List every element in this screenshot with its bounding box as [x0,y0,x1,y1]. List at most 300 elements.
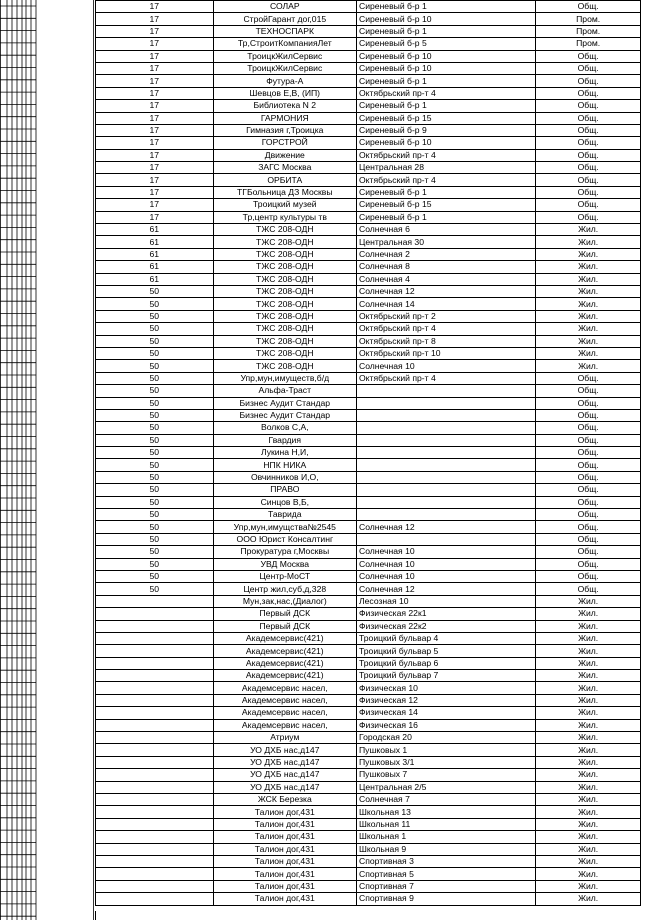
row-organization-cell: СтройГарант дог,015 [213,13,356,25]
row-code-cell: 50 [96,310,214,322]
row-organization-cell: ТЖС 208-ОДН [213,335,356,347]
row-type-cell: Жил. [536,670,641,682]
row-type-cell: Жил. [536,632,641,644]
row-code-cell [96,893,214,905]
row-type-cell: Общ. [536,533,641,545]
row-type-cell: Общ. [536,112,641,124]
row-type-cell: Общ. [536,199,641,211]
table-row [96,409,641,421]
table-row [96,186,641,198]
row-code-cell: 17 [96,137,214,149]
table-row [96,13,641,25]
row-type-cell: Общ. [536,100,641,112]
table-row [96,248,641,260]
row-code-cell [96,645,214,657]
row-type-cell: Общ. [536,50,641,62]
row-address-cell: Солнечная 10 [357,558,536,570]
row-organization-cell: ЗАГС Москва [213,162,356,174]
row-organization-cell: ТроицкЖилСервис [213,50,356,62]
row-code-cell: 50 [96,546,214,558]
table-row [96,459,641,471]
row-organization-cell: ОРБИТА [213,174,356,186]
row-address-cell: Солнечная 12 [357,583,536,595]
row-organization-cell: Лукина Н,И, [213,447,356,459]
row-code-cell [96,719,214,731]
row-code-cell: 50 [96,533,214,545]
row-code-cell: 17 [96,112,214,124]
row-address-cell: Пушковых 3/1 [357,756,536,768]
row-address-cell: Октябрьский пр-т 10 [357,347,536,359]
row-code-cell: 50 [96,323,214,335]
row-organization-cell: Центр жил,суб,д,328 [213,583,356,595]
row-address-cell [357,409,536,421]
row-type-cell: Жил. [536,236,641,248]
table-row [96,385,641,397]
row-address-cell: Пушковых 7 [357,769,536,781]
row-address-cell: Октябрьский пр-т 4 [357,87,536,99]
row-code-cell [96,855,214,867]
row-type-cell: Жил. [536,298,641,310]
row-code-cell [96,794,214,806]
table-row [96,124,641,136]
table-row [96,310,641,322]
table-row [96,719,641,731]
row-address-cell: Сиреневый б-р 1 [357,75,536,87]
row-address-cell: Сиреневый б-р 10 [357,137,536,149]
row-address-cell [357,434,536,446]
row-code-cell: 50 [96,347,214,359]
row-type-cell: Жил. [536,794,641,806]
table-row [96,682,641,694]
row-address-cell: Троицкий бульвар 7 [357,670,536,682]
row-address-cell: Физическая 10 [357,682,536,694]
row-organization-cell: УО ДХБ нас,д147 [213,781,356,793]
row-code-cell: 17 [96,199,214,211]
row-organization-cell: Библиотека N 2 [213,100,356,112]
table-row [96,645,641,657]
row-code-cell: 17 [96,211,214,223]
row-type-cell: Жил. [536,595,641,607]
row-organization-cell: УО ДХБ нас,д147 [213,769,356,781]
row-address-cell: Солнечная 4 [357,273,536,285]
row-type-cell: Общ. [536,434,641,446]
row-code-cell [96,620,214,632]
row-organization-cell: УО ДХБ нас,д147 [213,756,356,768]
row-organization-cell: Центр-МоСТ [213,570,356,582]
row-address-cell: Сиреневый б-р 15 [357,199,536,211]
row-address-cell: Физическая 16 [357,719,536,731]
row-organization-cell: Альфа-Траст [213,385,356,397]
row-address-cell: Сиреневый б-р 15 [357,112,536,124]
row-code-cell: 50 [96,409,214,421]
row-code-cell: 17 [96,62,214,74]
row-organization-cell: ТЕХНОСПАРК [213,25,356,37]
row-organization-cell: ТГБольница ДЗ Москвы [213,186,356,198]
row-organization-cell: Тр,центр культуры тв [213,211,356,223]
row-address-cell [357,422,536,434]
row-code-cell: 50 [96,496,214,508]
row-code-cell: 17 [96,100,214,112]
row-address-cell [357,496,536,508]
row-type-cell: Жил. [536,248,641,260]
row-code-cell: 50 [96,397,214,409]
row-code-cell: 17 [96,162,214,174]
row-address-cell: Физическая 12 [357,694,536,706]
table-row [96,806,641,818]
row-type-cell: Жил. [536,310,641,322]
table-row [96,546,641,558]
row-code-cell: 17 [96,50,214,62]
row-type-cell: Общ. [536,471,641,483]
table-row [96,533,641,545]
table-row [96,100,641,112]
row-type-cell: Жил. [536,719,641,731]
row-address-cell: Солнечная 10 [357,570,536,582]
row-organization-cell: НПК НИКА [213,459,356,471]
row-address-cell: Сиреневый б-р 9 [357,124,536,136]
row-type-cell: Общ. [536,459,641,471]
row-address-cell: Городская 20 [357,732,536,744]
row-address-cell: Спортивная 7 [357,880,536,892]
row-type-cell: Общ. [536,409,641,421]
row-type-cell: Жил. [536,806,641,818]
row-type-cell: Жил. [536,831,641,843]
row-address-cell [357,459,536,471]
row-code-cell: 50 [96,583,214,595]
row-address-cell: Октябрьский пр-т 4 [357,174,536,186]
row-organization-cell: Талион дог,431 [213,868,356,880]
row-type-cell: Жил. [536,224,641,236]
row-type-cell: Общ. [536,509,641,521]
table-row [96,112,641,124]
row-code-cell: 50 [96,509,214,521]
row-organization-cell: Гвардия [213,434,356,446]
row-type-cell: Общ. [536,385,641,397]
row-organization-cell: ТЖС 208-ОДН [213,298,356,310]
row-code-cell: 50 [96,447,214,459]
row-type-cell: Жил. [536,855,641,867]
table-row [96,174,641,186]
bottom-divider [95,911,96,920]
row-address-cell: Центральная 30 [357,236,536,248]
row-address-cell: Солнечная 10 [357,546,536,558]
row-organization-cell: Первый ДСК [213,608,356,620]
row-type-cell: Общ. [536,447,641,459]
table-row [96,38,641,50]
table-row [96,75,641,87]
row-type-cell: Жил. [536,285,641,297]
row-type-cell: Общ. [536,62,641,74]
row-type-cell: Общ. [536,521,641,533]
row-code-cell [96,806,214,818]
row-address-cell: Физическая 22к2 [357,620,536,632]
row-address-cell: Школьная 9 [357,843,536,855]
row-type-cell: Общ. [536,546,641,558]
row-organization-cell: Первый ДСК [213,620,356,632]
row-organization-cell: СОЛАР [213,1,356,13]
table-row [96,496,641,508]
row-code-cell [96,880,214,892]
row-organization-cell: Талион дог,431 [213,818,356,830]
row-address-cell: Сиреневый б-р 10 [357,50,536,62]
table-row [96,484,641,496]
row-organization-cell: Движение [213,149,356,161]
row-code-cell: 50 [96,285,214,297]
row-code-cell: 50 [96,298,214,310]
row-type-cell: Жил. [536,608,641,620]
table-row [96,620,641,632]
row-type-cell: Жил. [536,893,641,905]
row-organization-cell: Бизнес Аудит Стандар [213,409,356,421]
row-organization-cell: Таврида [213,509,356,521]
row-organization-cell: Овчинников И,О, [213,471,356,483]
row-address-cell: Солнечная 8 [357,261,536,273]
row-code-cell: 61 [96,224,214,236]
row-address-cell: Троицкий бульвар 6 [357,657,536,669]
row-type-cell: Общ. [536,397,641,409]
row-address-cell: Школьная 11 [357,818,536,830]
row-code-cell [96,756,214,768]
row-address-cell [357,509,536,521]
row-code-cell: 50 [96,422,214,434]
table-row [96,732,641,744]
row-type-cell: Жил. [536,818,641,830]
row-type-cell: Общ. [536,162,641,174]
row-organization-cell: Талион дог,431 [213,880,356,892]
table-row [96,781,641,793]
row-code-cell [96,831,214,843]
row-type-cell: Жил. [536,682,641,694]
row-organization-cell: ТЖС 208-ОДН [213,248,356,260]
row-address-cell: Солнечная 2 [357,248,536,260]
table-row [96,261,641,273]
table-row [96,323,641,335]
left-margin-grid [0,0,94,920]
table-row [96,397,641,409]
row-organization-cell: Троицкий музей [213,199,356,211]
row-code-cell: 50 [96,335,214,347]
row-code-cell: 17 [96,75,214,87]
row-address-cell: Солнечная 12 [357,521,536,533]
row-code-cell [96,781,214,793]
row-address-cell [357,471,536,483]
row-code-cell [96,707,214,719]
row-type-cell: Общ. [536,372,641,384]
row-address-cell: Сиреневый б-р 1 [357,186,536,198]
row-code-cell: 17 [96,13,214,25]
row-code-cell [96,632,214,644]
row-code-cell [96,670,214,682]
table-row [96,87,641,99]
row-type-cell: Пром. [536,38,641,50]
table-row [96,211,641,223]
row-organization-cell: ТЖС 208-ОДН [213,285,356,297]
table-row [96,149,641,161]
row-type-cell: Общ. [536,484,641,496]
row-address-cell: Сиреневый б-р 1 [357,25,536,37]
table-row [96,224,641,236]
row-type-cell: Жил. [536,756,641,768]
row-address-cell: Пушковых 1 [357,744,536,756]
row-code-cell [96,843,214,855]
table-row [96,608,641,620]
table-row [96,236,641,248]
row-address-cell: Солнечная 6 [357,224,536,236]
row-code-cell: 50 [96,434,214,446]
row-organization-cell: ТЖС 208-ОДН [213,310,356,322]
row-address-cell: Школьная 13 [357,806,536,818]
row-type-cell: Общ. [536,149,641,161]
row-code-cell: 50 [96,360,214,372]
row-address-cell: Октябрьский пр-т 2 [357,310,536,322]
row-code-cell [96,769,214,781]
row-type-cell: Жил. [536,769,641,781]
row-type-cell: Общ. [536,422,641,434]
row-type-cell: Общ. [536,1,641,13]
row-type-cell: Жил. [536,880,641,892]
table-row [96,422,641,434]
row-type-cell: Общ. [536,137,641,149]
row-organization-cell: Упр,мун,имуществ,б/д [213,372,356,384]
row-type-cell: Жил. [536,261,641,273]
row-organization-cell: Синцов В,Б, [213,496,356,508]
row-organization-cell: Академсервис насел, [213,707,356,719]
row-code-cell: 17 [96,124,214,136]
row-code-cell: 17 [96,174,214,186]
row-type-cell: Жил. [536,620,641,632]
row-address-cell: Троицкий бульвар 4 [357,632,536,644]
row-type-cell: Общ. [536,496,641,508]
row-organization-cell: Шевцов Е,В, (ИП) [213,87,356,99]
row-code-cell: 61 [96,248,214,260]
row-organization-cell: Академсервис(421) [213,645,356,657]
row-code-cell: 17 [96,87,214,99]
row-code-cell: 50 [96,385,214,397]
row-code-cell: 50 [96,484,214,496]
row-organization-cell: Талион дог,431 [213,855,356,867]
row-code-cell: 50 [96,372,214,384]
row-type-cell: Жил. [536,868,641,880]
row-type-cell: Жил. [536,707,641,719]
table-row [96,694,641,706]
row-organization-cell: ЖСК Березка [213,794,356,806]
row-address-cell: Солнечная 7 [357,794,536,806]
row-organization-cell: ТроицкЖилСервис [213,62,356,74]
row-organization-cell: ТЖС 208-ОДН [213,323,356,335]
row-organization-cell: ГАРМОНИЯ [213,112,356,124]
row-address-cell: Школьная 1 [357,831,536,843]
table-row [96,756,641,768]
table-row [96,434,641,446]
row-code-cell [96,732,214,744]
row-type-cell: Общ. [536,570,641,582]
row-type-cell: Общ. [536,75,641,87]
row-organization-cell: Талион дог,431 [213,806,356,818]
row-organization-cell: Бизнес Аудит Стандар [213,397,356,409]
table-row [96,583,641,595]
row-code-cell: 50 [96,570,214,582]
row-type-cell: Общ. [536,124,641,136]
row-address-cell: Физическая 14 [357,707,536,719]
row-organization-cell: ТЖС 208-ОДН [213,224,356,236]
row-organization-cell: Тр,СтроитКомпанияЛет [213,38,356,50]
row-type-cell: Жил. [536,694,641,706]
row-organization-cell: Академсервис(421) [213,657,356,669]
row-code-cell [96,868,214,880]
row-code-cell: 61 [96,261,214,273]
table-row [96,372,641,384]
row-address-cell: Троицкий бульвар 5 [357,645,536,657]
row-code-cell [96,818,214,830]
row-address-cell: Октябрьский пр-т 4 [357,323,536,335]
table-row [96,273,641,285]
table-row [96,360,641,372]
table-row [96,1,641,13]
row-type-cell: Жил. [536,347,641,359]
row-address-cell [357,397,536,409]
row-address-cell: Спортивная 3 [357,855,536,867]
row-code-cell [96,608,214,620]
row-organization-cell: Академсервис насел, [213,694,356,706]
table-row [96,818,641,830]
row-code-cell: 50 [96,471,214,483]
row-organization-cell: Талион дог,431 [213,831,356,843]
row-type-cell: Жил. [536,360,641,372]
row-address-cell: Сиреневый б-р 1 [357,100,536,112]
row-address-cell: Октябрьский пр-т 8 [357,335,536,347]
row-address-cell: Физическая 22к1 [357,608,536,620]
table-row [96,347,641,359]
row-organization-cell: ТЖС 208-ОДН [213,360,356,372]
row-address-cell: Октябрьский пр-т 4 [357,372,536,384]
row-code-cell: 17 [96,1,214,13]
row-code-cell: 17 [96,38,214,50]
row-type-cell: Пром. [536,25,641,37]
row-organization-cell: ТЖС 208-ОДН [213,236,356,248]
table-row [96,335,641,347]
table-row [96,162,641,174]
row-organization-cell: ООО Юрист Консалтинг [213,533,356,545]
row-organization-cell: УО ДХБ нас,д147 [213,744,356,756]
table-row [96,868,641,880]
table-row [96,843,641,855]
table-row [96,632,641,644]
row-address-cell: Солнечная 10 [357,360,536,372]
table-row [96,831,641,843]
row-organization-cell: Волков С,А, [213,422,356,434]
data-table [95,0,641,906]
row-organization-cell: Прокуратура г,Москвы [213,546,356,558]
row-type-cell: Жил. [536,657,641,669]
table-row [96,50,641,62]
row-organization-cell: Академсервис насел, [213,682,356,694]
row-address-cell: Сиреневый б-р 1 [357,1,536,13]
table-row [96,62,641,74]
row-code-cell: 17 [96,186,214,198]
row-type-cell: Общ. [536,87,641,99]
table-row [96,707,641,719]
row-code-cell [96,744,214,756]
table-row [96,893,641,905]
row-organization-cell: Талион дог,431 [213,893,356,905]
row-type-cell: Жил. [536,781,641,793]
table-row [96,769,641,781]
row-code-cell [96,694,214,706]
table-row [96,670,641,682]
row-address-cell: Центральная 2/5 [357,781,536,793]
row-code-cell: 50 [96,459,214,471]
row-code-cell: 50 [96,521,214,533]
